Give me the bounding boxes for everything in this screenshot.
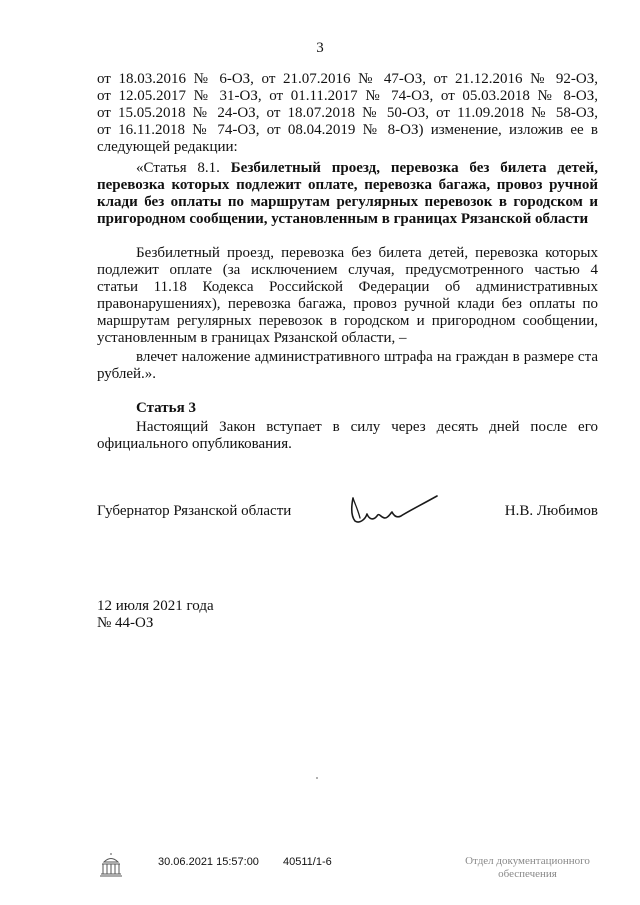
law-number: № 44-ОЗ bbox=[97, 615, 154, 631]
building-stamp-icon bbox=[98, 853, 124, 877]
article-8-1-title-line bbox=[136, 160, 598, 177]
article-8-1-body-line: установленным в границах Рязанской области, – bbox=[97, 330, 407, 346]
amendment-line: от 16.11.2018 № 74-ОЗ, от 08.04.2019 № 8-ОЗ) изменение, изложив ее в bbox=[97, 122, 598, 138]
footer-department-line: обеспечения bbox=[498, 868, 557, 880]
amendment-line: следующей редакции: bbox=[97, 139, 238, 155]
article-8-1-body-line: Безбилетный проезд, перевозка без билета детей, перевозка которых bbox=[136, 245, 598, 261]
article-8-1-title-line: клади без оплаты по маршрутам регулярных перевозок в городском и bbox=[97, 194, 598, 210]
signatory-title: Губернатор Рязанской области bbox=[97, 503, 292, 519]
amendment-line: от 18.03.2016 № 6-ОЗ, от 21.07.2016 № 47-ОЗ, от 21.12.2016 № 92-ОЗ, bbox=[97, 71, 598, 87]
amendment-line: от 12.05.2017 № 31-ОЗ, от 01.11.2017 № 74-ОЗ, от 05.03.2018 № 8-ОЗ, bbox=[97, 88, 598, 104]
article-8-1-body-line: маршрутам регулярных перевозок в городском и пригородном сообщении, bbox=[97, 313, 598, 329]
page-number: 3 bbox=[316, 40, 324, 56]
article-3-line: официального опубликования. bbox=[97, 436, 292, 452]
article-8-1-title-text: Безбилетный проезд, перевозка без билета детей, bbox=[230, 160, 598, 176]
scan-dot bbox=[316, 777, 318, 779]
article-8-1-penalty-line: рублей.». bbox=[97, 366, 157, 382]
article-8-1-prefix: «Статья 8.1. bbox=[136, 160, 231, 176]
footer-timestamp: 30.06.2021 15:57:00 bbox=[158, 856, 259, 868]
article-3-line: Настоящий Закон вступает в силу через десять дней после его bbox=[136, 419, 598, 435]
amendment-line: от 15.05.2018 № 24-ОЗ, от 18.07.2018 № 50-ОЗ, от 11.09.2018 № 58-ОЗ, bbox=[97, 105, 598, 121]
footer-department-line: Отдел документационного bbox=[465, 855, 590, 867]
article-8-1-title-line: пригородном сообщении, установленным в границах Рязанской области bbox=[97, 211, 589, 227]
article-3-heading: Статья 3 bbox=[136, 400, 196, 416]
article-8-1-body-line: правонарушениях), перевозка багажа, провоз ручной клади без оплаты по bbox=[97, 296, 598, 312]
footer-code: 40511/1-6 bbox=[283, 856, 332, 868]
article-8-1-body-line: статьи 11.18 Кодекса Российской Федерации об административных bbox=[97, 279, 598, 295]
law-date: 12 июля 2021 года bbox=[97, 598, 214, 614]
signatory-name: Н.В. Любимов bbox=[504, 503, 598, 519]
article-8-1-penalty-line: влечет наложение административного штрафа на граждан в размере ста bbox=[136, 349, 598, 365]
article-8-1-body-line: подлежит оплате (за исключением случая, предусмотренного частью 4 bbox=[97, 262, 598, 278]
footer-department bbox=[450, 855, 605, 881]
article-8-1-title-line: перевозка которых подлежит оплате, перевозка багажа, провоз ручной bbox=[97, 177, 598, 193]
handwritten-signature bbox=[345, 488, 445, 528]
